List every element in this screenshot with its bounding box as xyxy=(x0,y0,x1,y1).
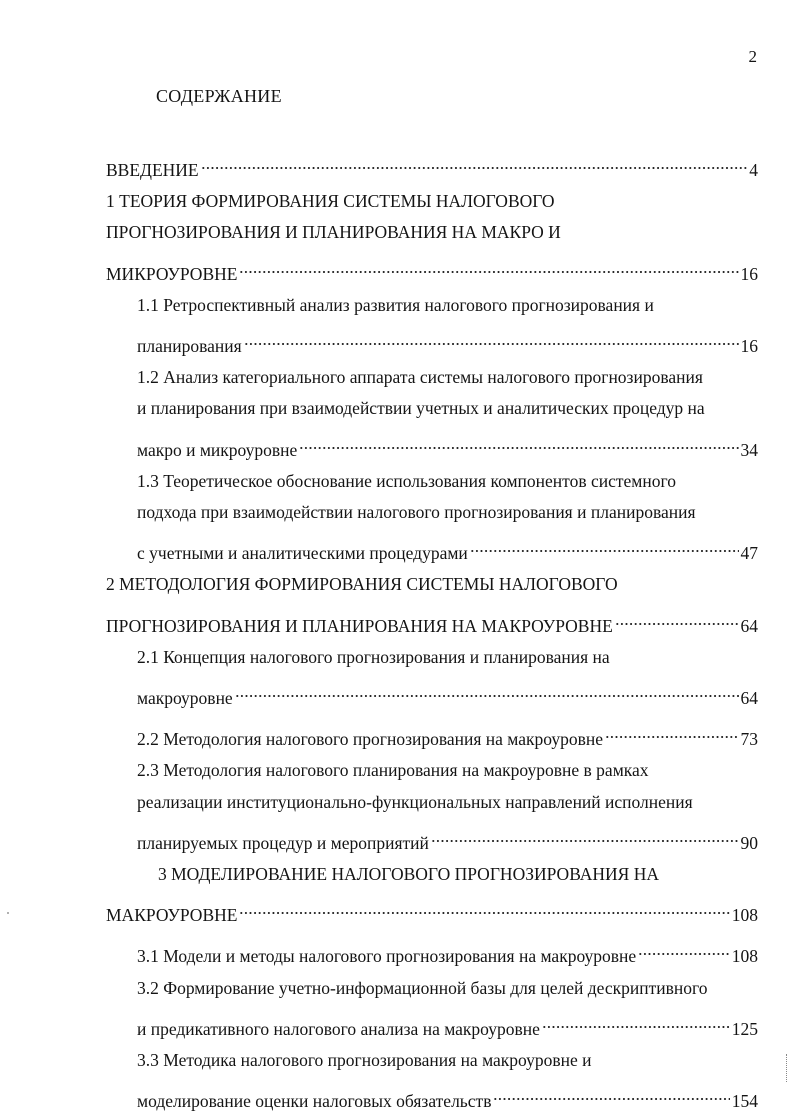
toc-page-number: 108 xyxy=(731,905,758,926)
toc-entry-line: 2 МЕТОДОЛОГИЯ ФОРМИРОВАНИЯ СИСТЕМЫ НАЛОГОВОГО xyxy=(106,574,618,595)
toc-entry-line: 2.3 Методология налогового планирования на макроуровне в рамках xyxy=(137,760,649,781)
page-number: 2 xyxy=(748,47,757,66)
dot-leader xyxy=(235,673,739,704)
toc-entry-text: ПРОГНОЗИРОВАНИЯ И ПЛАНИРОВАНИЯ НА МАКРОУРОВНЕ xyxy=(106,615,613,636)
toc-entry-text: планируемых процедур и мероприятий xyxy=(137,832,429,853)
toc-entry-last-line xyxy=(137,931,758,972)
toc-entry-last-line xyxy=(137,321,758,362)
toc-entry-text: 2.2 Методология налогового прогнозирования на макроуровне xyxy=(137,729,604,750)
toc-entry-line: 3.3 Методика налогового прогнозирования на макроуровне и xyxy=(137,1050,592,1071)
toc-entry-last-line xyxy=(137,673,758,714)
toc-entry-text: и предикативного налогового анализа на макроуровне xyxy=(137,1018,540,1039)
toc-entry-line: 1.3 Теоретическое обоснование использования компонентов системного xyxy=(137,470,676,491)
toc-entry-last-line xyxy=(137,528,758,569)
table-of-contents xyxy=(0,145,794,1117)
toc-entry-line: 2.1 Концепция налогового прогнозирования и планирования на xyxy=(137,646,610,667)
toc-entry-last-line xyxy=(137,714,758,755)
toc-page-number: 16 xyxy=(740,263,758,284)
toc-entry-line: реализации институционально-функциональных направлений исполнения xyxy=(137,791,693,812)
dot-leader xyxy=(299,425,738,456)
toc-section-entry xyxy=(137,466,758,570)
toc-section-entry xyxy=(137,290,758,362)
toc-entry-text: планирования xyxy=(137,336,242,357)
toc-entry-last-line xyxy=(106,890,758,931)
toc-chapter-entry xyxy=(106,186,758,290)
toc-entry-last-line xyxy=(137,818,758,859)
toc-entry-text: МАКРОУРОВНЕ xyxy=(106,905,238,926)
toc-page-number: 47 xyxy=(740,543,758,564)
toc-entry-line: ПРОГНОЗИРОВАНИЯ И ПЛАНИРОВАНИЯ НА МАКРО И xyxy=(106,222,561,243)
toc-page-number: 64 xyxy=(740,688,758,709)
toc-page-number: 16 xyxy=(740,336,758,357)
toc-section-entry xyxy=(137,755,758,859)
dot-leader xyxy=(542,1004,730,1035)
toc-entry-line: 3 МОДЕЛИРОВАНИЕ НАЛОГОВОГО ПРОГНОЗИРОВАНИЯ НА xyxy=(158,864,660,885)
toc-entry-text: 3.1 Модели и методы налогового прогнозирования на макроуровне xyxy=(137,946,637,967)
toc-page-number: 34 xyxy=(740,439,758,460)
toc-section-entry xyxy=(137,931,758,972)
toc-entry-line: подхода при взаимодействии налогового прогнозирования и планирования xyxy=(137,502,696,523)
toc-entry-text: ВВЕДЕНИЕ xyxy=(106,160,199,180)
toc-section-entry xyxy=(137,642,758,714)
toc-entry-line: 3.2 Формирование учетно-информационной базы для целей дескриптивного xyxy=(137,977,708,998)
toc-entry-last-line xyxy=(137,425,758,466)
toc-entry-line: и планирования при взаимодействии учетных и аналитических процедур на xyxy=(137,398,705,419)
dot-leader xyxy=(615,601,739,632)
toc-chapter-entry xyxy=(106,859,758,931)
scan-artifact xyxy=(7,912,9,914)
toc-entry-last-line xyxy=(137,1076,758,1117)
dot-leader xyxy=(638,931,730,962)
dot-leader xyxy=(470,528,739,559)
toc-chapter-entry xyxy=(106,569,758,641)
toc-entry-line: 1 ТЕОРИЯ ФОРМИРОВАНИЯ СИСТЕМЫ НАЛОГОВОГО xyxy=(106,191,555,212)
dot-leader xyxy=(431,818,739,849)
toc-entry-text: моделирование оценки налоговых обязательств xyxy=(137,1091,492,1112)
dot-leader xyxy=(201,145,748,176)
toc-title: СОДЕРЖАНИЕ xyxy=(156,86,282,106)
toc-section-entry xyxy=(137,362,758,466)
toc-page-number: 4 xyxy=(749,160,758,180)
dot-leader xyxy=(493,1076,729,1107)
toc-entry-text: с учетными и аналитическими процедурами xyxy=(137,543,468,564)
toc-entry-line: 1.2 Анализ категориального аппарата системы налогового прогнозирования xyxy=(137,367,703,388)
toc-entry-text: МИКРОУРОВНЕ xyxy=(106,263,238,284)
toc-entry-text: макроуровне xyxy=(137,688,233,709)
toc-section-entry xyxy=(137,714,758,755)
toc-section-entry xyxy=(137,973,758,1045)
dot-leader xyxy=(244,321,739,352)
dot-leader xyxy=(239,249,738,280)
toc-entry-last-line xyxy=(106,249,758,290)
toc-section-entry xyxy=(137,1045,758,1117)
toc-entry-line: 1.1 Ретроспективный анализ развития налогового прогнозирования и xyxy=(137,294,654,315)
toc-page-number: 154 xyxy=(731,1091,758,1112)
toc-page-number: 73 xyxy=(740,729,758,750)
toc-page-number: 125 xyxy=(731,1018,758,1039)
toc-chapter-entry xyxy=(106,145,758,186)
dot-leader xyxy=(239,890,729,921)
toc-entry-last-line xyxy=(106,601,758,642)
toc-page-number: 90 xyxy=(740,832,758,853)
toc-entry-last-line xyxy=(106,145,758,186)
toc-entry-text: макро и микроуровне xyxy=(137,439,298,460)
toc-page-number: 64 xyxy=(740,615,758,636)
scan-edge-mark xyxy=(786,1054,788,1082)
toc-entry-last-line xyxy=(137,1004,758,1045)
dot-leader xyxy=(605,714,738,745)
toc-page-number: 108 xyxy=(731,946,758,967)
